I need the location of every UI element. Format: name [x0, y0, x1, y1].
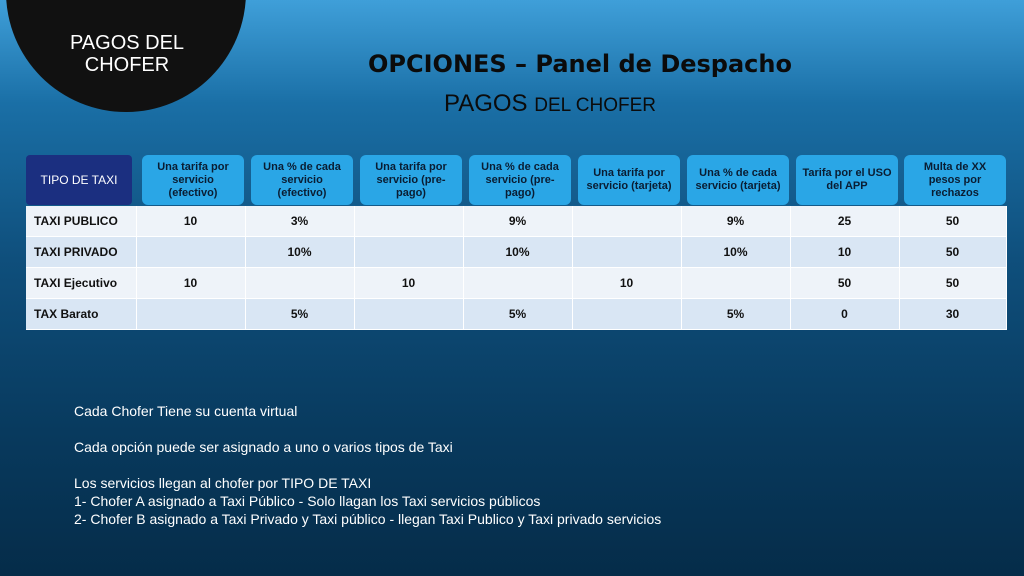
header-tarifa-efectivo: Una tarifa por servicio (efectivo) — [142, 155, 244, 205]
table-cell — [572, 206, 681, 237]
table-cell: 25 — [790, 206, 899, 237]
table-cell: 5% — [463, 299, 572, 330]
notes-block — [74, 402, 974, 528]
table-cell: 30 — [899, 299, 1006, 330]
row-label: TAX Barato — [26, 299, 136, 330]
note-line: 2- Chofer B asignado a Taxi Privado y Taxi público - llegan Taxi Publico y Taxi privado servicios — [74, 511, 662, 527]
table-cell — [354, 299, 463, 330]
table-cell: 10 — [790, 237, 899, 268]
note-line: 1- Chofer A asignado a Taxi Público - Solo llagan los Taxi servicios públicos — [74, 493, 541, 509]
table-cell: 10% — [245, 237, 354, 268]
page-title: OPCIONES – Panel de Despacho — [368, 50, 792, 78]
table-cell: 10% — [463, 237, 572, 268]
table-cell — [572, 299, 681, 330]
header-porcentaje-tarjeta: Una % de cada servicio (tarjeta) — [687, 155, 789, 205]
table-cell: 50 — [899, 206, 1006, 237]
header-porcentaje-efectivo: Una % de cada servicio (efectivo) — [251, 155, 353, 205]
table-cell — [354, 237, 463, 268]
table-cell: 3% — [245, 206, 354, 237]
table-cell — [463, 268, 572, 299]
header-tarifa-uso-app: Tarifa por el USO del APP — [796, 155, 898, 205]
table-cell: 50 — [790, 268, 899, 299]
table-cell — [572, 237, 681, 268]
header-tarifa-prepago: Una tarifa por servicio (pre-pago) — [360, 155, 462, 205]
badge-line-1: PAGOS DEL — [69, 32, 185, 54]
page-subtitle — [400, 90, 700, 118]
table-cell: 10 — [136, 206, 245, 237]
table-cell: 10 — [572, 268, 681, 299]
badge-text — [48, 32, 206, 76]
row-label: TAXI PUBLICO — [26, 206, 136, 237]
header-tarifa-tarjeta: Una tarifa por servicio (tarjeta) — [578, 155, 680, 205]
table-cell — [136, 299, 245, 330]
table-row-taxi-privado — [26, 237, 1006, 268]
subtitle-main: PAGOS — [443, 90, 535, 117]
header-multa-rechazos: Multa de XX pesos por rechazos — [904, 155, 1006, 205]
table-cell: 10 — [136, 268, 245, 299]
table-cell — [354, 206, 463, 237]
table-cell — [136, 237, 245, 268]
table-cell: 10% — [681, 237, 790, 268]
table-cell: 50 — [899, 268, 1006, 299]
header-tipo-de-taxi: TIPO DE TAXI — [26, 155, 132, 205]
row-label: TAXI Ejecutivo — [26, 268, 136, 299]
badge-line-2: CHOFER — [84, 54, 170, 76]
table-row-taxi-ejecutivo — [26, 268, 1006, 299]
table-cell — [681, 268, 790, 299]
table-cell: 5% — [245, 299, 354, 330]
note-line: Los servicios llegan al chofer por TIPO DE TAXI — [74, 475, 372, 491]
table-cell: 0 — [790, 299, 899, 330]
note-line: Cada opción puede ser asignado a uno o varios tipos de Taxi — [74, 439, 453, 455]
header-porcentaje-prepago: Una % de cada servicio (pre-pago) — [469, 155, 571, 205]
row-label: TAXI PRIVADO — [26, 237, 136, 268]
table-row-tax-barato — [26, 299, 1006, 330]
table-row-taxi-publico — [26, 206, 1006, 237]
table-cell: 9% — [681, 206, 790, 237]
table-cell — [245, 268, 354, 299]
pagos-table — [26, 206, 1007, 330]
note-line: Cada Chofer Tiene su cuenta virtual — [74, 403, 298, 419]
table-cell: 50 — [899, 237, 1006, 268]
table-cell: 10 — [354, 268, 463, 299]
subtitle-small: DEL CHOFER — [534, 95, 656, 116]
table-cell: 5% — [681, 299, 790, 330]
table-header-row — [26, 155, 1006, 205]
table-cell: 9% — [463, 206, 572, 237]
